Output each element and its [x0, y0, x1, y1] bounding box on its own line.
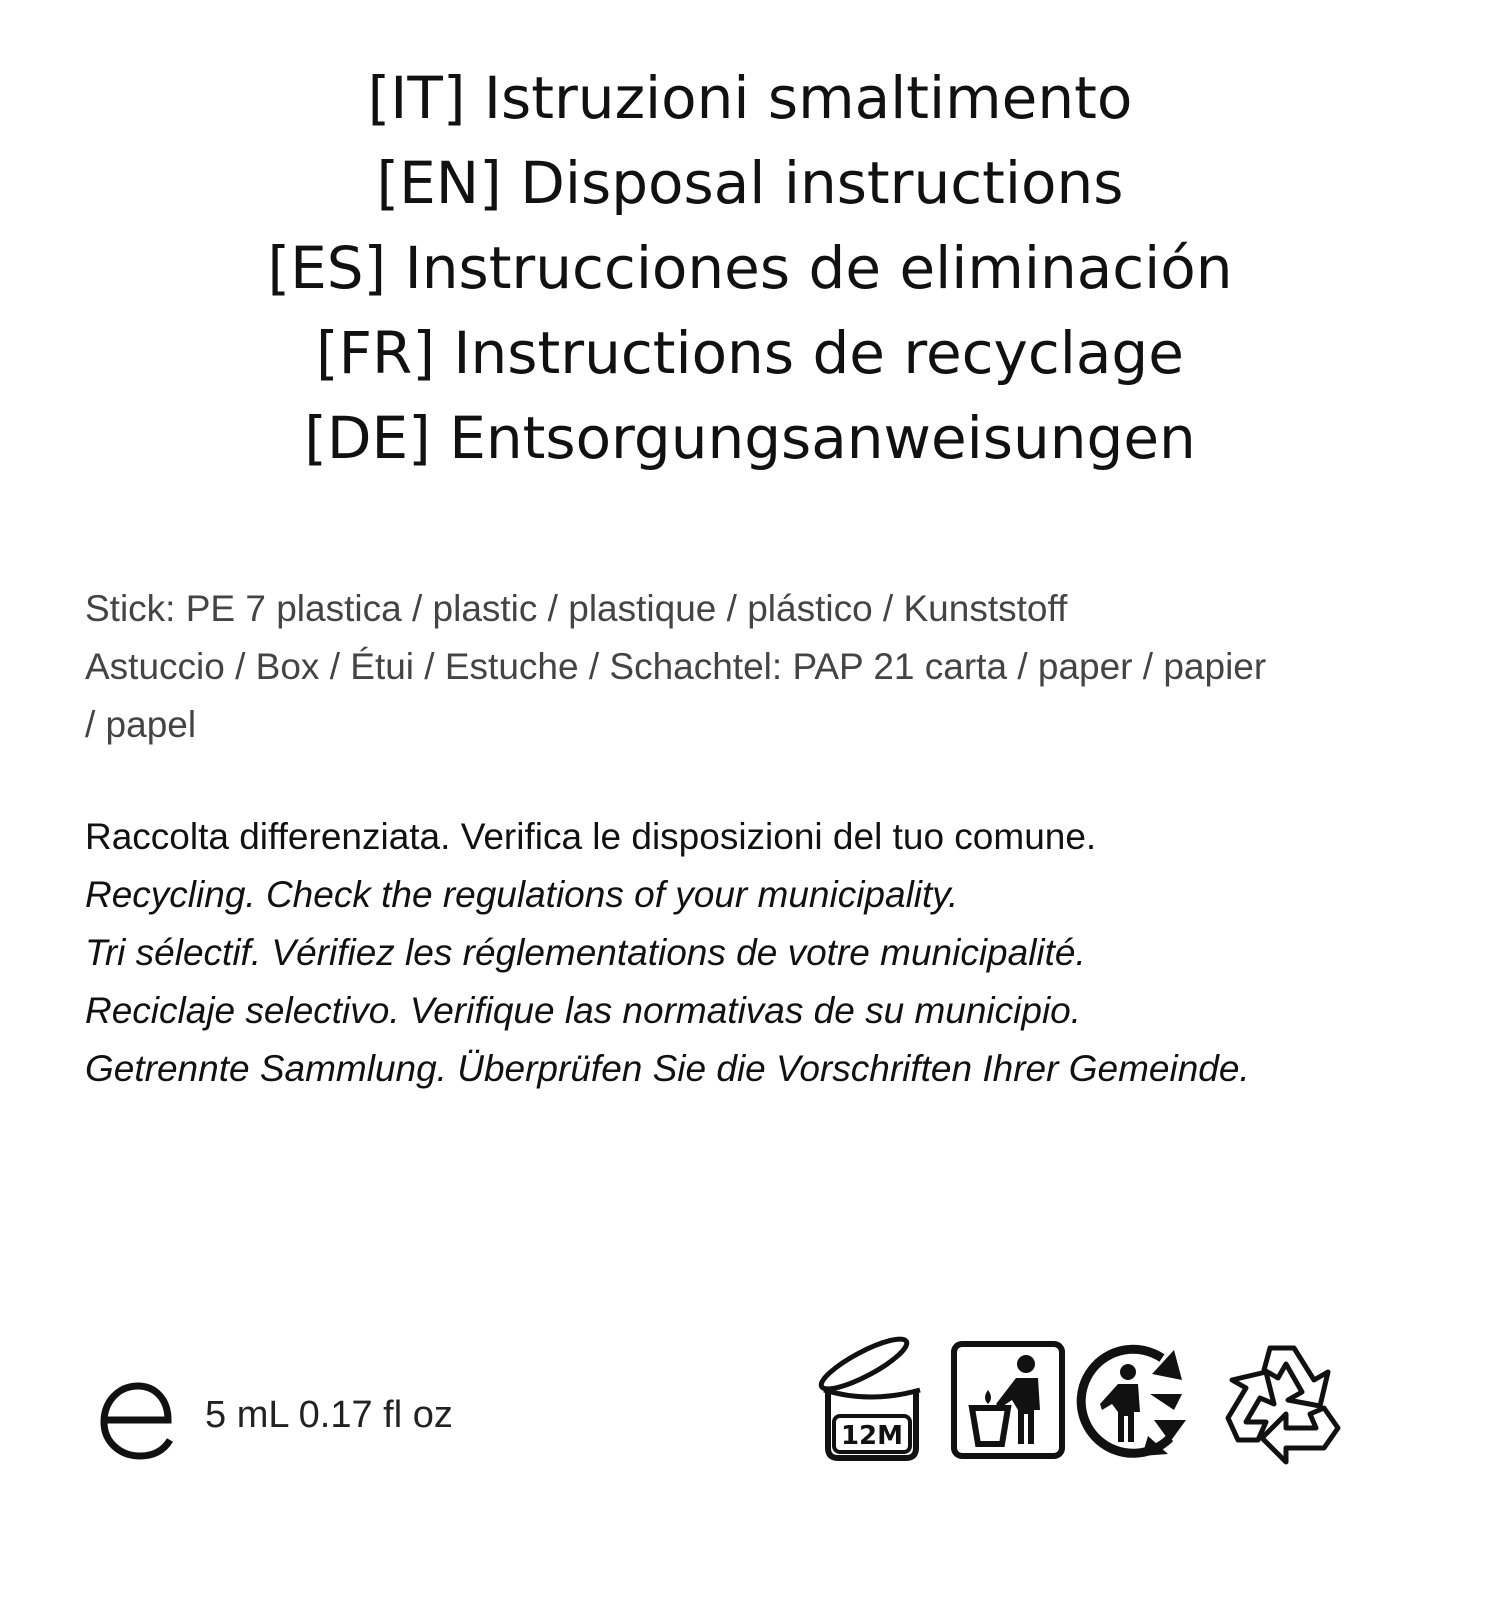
volume-label: 5 mL 0.17 fl oz	[205, 1394, 453, 1436]
title-it: [IT] Istruzioni smaltimento	[367, 64, 1133, 132]
estimated-sign-icon	[98, 1380, 178, 1460]
note-de: Getrennte Sammlung. Überprüfen Sie die Vorschriften Ihrer Gemeinde.	[85, 1048, 1250, 1089]
title-block	[0, 56, 1500, 481]
material-box-line1: Astuccio / Box / Étui / Estuche / Schachtel: PAP 21 carta / paper / papier	[85, 646, 1267, 687]
note-it: Raccolta differenziata. Verifica le disposizioni del tuo comune.	[85, 816, 1097, 857]
note-en: Recycling. Check the regulations of your municipality.	[85, 874, 959, 915]
note-es: Reciclaje selectivo. Verifique las normativas de su municipio.	[85, 990, 1082, 1031]
tidyman-bin-icon	[950, 1340, 1066, 1460]
title-fr: [FR] Instructions de recyclage	[316, 319, 1184, 387]
title-es: [ES] Instrucciones de eliminación	[267, 234, 1233, 302]
title-de: [DE] Entsorgungsanweisungen	[304, 404, 1196, 472]
tidyman-recycle-icon	[1070, 1338, 1195, 1462]
material-box-line2: / papel	[85, 704, 197, 745]
pao-label: 12M	[840, 1421, 904, 1451]
title-en: [EN] Disposal instructions	[376, 149, 1124, 217]
notes-block	[85, 808, 1425, 1098]
materials-block	[85, 580, 1425, 754]
material-stick: Stick: PE 7 plastica / plastic / plastique / plástico / Kunststoff	[85, 588, 1068, 629]
note-fr: Tri sélectif. Vérifiez les réglementations de votre municipalité.	[85, 932, 1086, 973]
symbols-row	[810, 1330, 1400, 1470]
recycle-icon	[1220, 1330, 1360, 1468]
pao-jar-icon	[810, 1330, 925, 1470]
